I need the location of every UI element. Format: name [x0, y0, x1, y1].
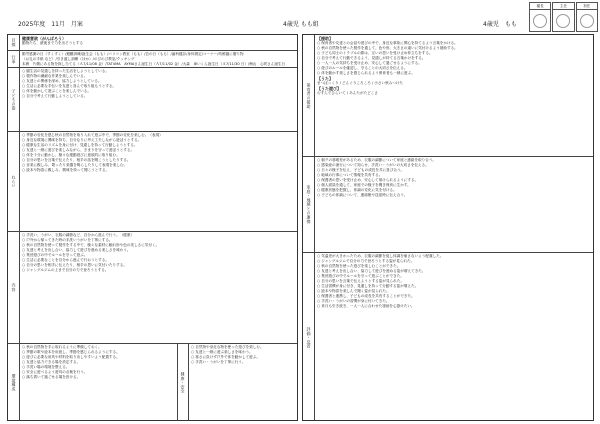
text-line: 【うた遊び】: [317, 86, 341, 91]
seal-circle: [533, 14, 547, 28]
seal-box: [577, 10, 597, 31]
class-name-center: 4歳児 もも組: [283, 21, 319, 28]
row-contents: [8, 232, 297, 344]
row-label: 内容: [8, 232, 20, 343]
seal-circle: [556, 14, 570, 28]
text-line: ○ 個人面談を通して、家庭での様子を聞き保育に生かす。: [317, 183, 411, 187]
text-line: ○ 生活に必要なことを自分から進んで行おうとする。: [22, 258, 109, 262]
row-evaluation: [303, 253, 593, 421]
row-content: [315, 253, 593, 421]
approval-stamps: [529, 2, 598, 32]
row-events: [8, 51, 297, 68]
care-content: [189, 344, 297, 421]
text-line: ○ 園生活の見通しを持った生活をしようとしている。: [22, 69, 109, 73]
text-line: ○ 季節の歌や絵本を用意し、季節を感じられるようにする。: [22, 350, 120, 354]
text-line: ○ ジャングルジムで自分の力で登ろうとする姿が見られた。: [317, 259, 415, 263]
text-line: ○ 来月も引き続き、一人一人に合わせた援助を心掛けたい。: [317, 304, 415, 308]
text-line: ○ 保護者の思いを受け止め、安心して預けられるようにする。: [317, 178, 419, 182]
row-child-state: [8, 68, 297, 132]
plan-title: 2025年度 11月 月案: [18, 21, 83, 28]
text-line: むすんでひらいて / あんたがたどこさ: [317, 91, 378, 95]
text-line: ○ 秋の自然物を使った遊びを楽しむことができた。: [317, 264, 401, 268]
text-line: ○ 手洗い、うがい、衣服の調節など、自分から進んで行う。（健康）: [22, 233, 135, 237]
row-content: [20, 344, 177, 421]
seal-box: [553, 10, 573, 31]
text-line: 本務 片側にある物を探し当てる（Ａ7/11/08 金）/TAT4MA AYMAさん誕生日（Ａ7/11/02 金）/大森 車いくん誕生日（Ａ7/11/30 日）/梅山 心咲さん誕生日: [22, 62, 286, 66]
approval-stamp: [576, 2, 598, 32]
text-line: ○ 寒さに負けず戸外で体を動かして遊ぶ。: [191, 355, 261, 359]
row-content: [20, 51, 297, 67]
text-line: ○ 体を動かして遊ぶことを楽しんでいる。: [22, 89, 91, 93]
text-line: ○ 手洗い場の環境を整える。: [22, 365, 70, 369]
row-label: 評価・反省: [303, 253, 315, 421]
row-label: 保育者の援助: [303, 35, 315, 156]
text-line: （お礼の手紙 など）/引き渡し訓練（ほか）/のびのび教室/クッキング: [22, 57, 135, 61]
text-line: ○ 集団遊びの中でルールを守って遊ぶことができた。: [317, 274, 404, 278]
text-line: ○ 友達と考えを出し合い、協力して遊びを進める姿が増えてきた。: [317, 269, 426, 273]
text-line: ○ 友達と一緒に遊びを楽しみながら、きまりを守って遊ぼうとする。: [22, 148, 135, 152]
text-line: ○ 遊びに必要な用具や材料を取り出しやすいよう配置する。: [22, 355, 120, 359]
approval-label: 担任: [577, 3, 597, 10]
row-content: [20, 132, 297, 231]
approval-label: 主任: [553, 3, 573, 10]
left-page: [7, 34, 298, 421]
text-line: ○ 生活に必要な手伝いを友達と喜んで取り組もうとする。: [22, 84, 117, 88]
care-label: 健康・安全: [177, 344, 189, 421]
text-line: ○ 気温差が大きかったため、衣服の調節を促し体調を崩さないよう配慮した。: [317, 254, 444, 258]
text-line: ○ 遊びのルールを確認し、守ることの大切さを伝える。: [317, 66, 408, 70]
text-line: ○ 自分で考えて行動しようとしている。: [22, 94, 88, 98]
approval-label: 園長: [530, 3, 550, 10]
text-line: ○ 友達との関係を深め、協力しようとしている。: [22, 79, 102, 83]
text-line: ○ 絵本や物語を楽しんで聞く姿が見られた。: [317, 289, 390, 293]
text-line: ○ 友達と考えを出し合い、協力して遊びを進める楽しさを味わう。: [22, 248, 131, 252]
text-line: ○ 一人一人の気持ちを受け止め、安心して過ごせるようにする。: [317, 61, 422, 65]
text-line: ○ 自分の思いを相手に伝えたり、相手の思いに気付いたりする。: [22, 263, 127, 267]
text-line: ○ 保育者や友達との会話や遊びの中で、身近な事象に関心を持てるよう言葉をかける。: [317, 41, 458, 45]
text-line: ○ 子どもの体調について、連絡帳や送迎時に伝え合う。: [317, 193, 408, 197]
row-aims: [8, 132, 297, 232]
text-line: ○ 戸外から帰ってきた時の手洗いうがいを丁寧にする。: [22, 238, 113, 242]
text-line: ○ 体を動かす楽しさを感じられるよう保育者も一緒に遊ぶ。: [317, 71, 415, 75]
text-line: ○ 健康な生活のリズムを身に付け、見通しを持って行動しようとする。: [22, 143, 138, 147]
approval-stamp: [529, 2, 551, 32]
text-line: 【うた】: [317, 76, 333, 81]
text-line: 【援助】: [317, 36, 333, 41]
text-line: ○ 感染症の流行について知らせ、手洗い・うがいの大切さを伝える。: [317, 163, 429, 167]
text-line: ○ 自分の思いを言葉で伝えようとする姿が見られた。: [317, 279, 404, 283]
row-content: [315, 35, 593, 156]
class-name-right: 4歳児 もも: [483, 21, 517, 28]
text-line: ○ 日々の様子を伝え、子どもの成長を共に喜び合う。: [317, 168, 405, 172]
text-line: ○ 秋の自然物を使った製作を通して、色や形、大きさの違いに気付けるよう援助する。: [317, 46, 458, 50]
text-line: ○ 手洗い・うがいの習慣が身に付いてきた。: [317, 299, 390, 303]
right-page: [302, 34, 594, 421]
approval-stamp: [552, 2, 574, 32]
text-line: ○ 製作物の繊細な作業を楽しんでいる。: [22, 74, 88, 78]
row-label: 子どもの姿: [8, 68, 20, 131]
text-line: ○ 友達と一緒に遊ぶ楽しさを味わう。: [191, 350, 253, 354]
row-content: [315, 157, 593, 252]
row-label: 行事: [8, 51, 20, 67]
row-environment: [8, 344, 297, 421]
text-line: ○ 保護者と連携し、子どもの成長を共有することができた。: [317, 294, 415, 298]
text-line: ○ 秋の自然物を使って製作をする中で、様々な素材に触れ形や色の美しさに気付く。: [22, 243, 160, 247]
seal-box: [530, 10, 550, 31]
text-line: 健康意欲（がんばろう）: [22, 36, 66, 41]
text-line: まつぼっくり / どんぐりころころ / 小さい秋みつけた: [317, 81, 403, 85]
seal-circle: [580, 14, 594, 28]
row-label: 環境構成: [8, 344, 20, 421]
text-line: 動物たち、最後まで力を出そうとする: [22, 41, 84, 45]
text-line: ○ 体を十分に動かし、様々な運動遊びに意欲的に取り組む。: [22, 153, 120, 157]
row-label: 家庭・地域との連携: [303, 157, 315, 252]
text-line: ○ 朝夕の寒暖差があるため、衣服の調節について家庭と連絡を取り合う。: [317, 158, 437, 162]
row-goal: [8, 35, 297, 51]
row-content: [20, 35, 297, 50]
text-line: ○ ジャングルジムの上まで自分の力で登ろうとする。: [22, 268, 109, 272]
text-line: ○ 自分の思いを言葉で伝えたり、相手の話を聞こうとしたりする。: [22, 158, 131, 162]
text-line: ○ 季節の変化を感じ秋の自然物を取り入れて遊ぶ中で、季節の変化を楽しむ。（表現）: [22, 133, 163, 137]
text-line: 勤労感謝の日（すくすく）/避難訓練/誕生会（もも）/バリコン教室（もも）/芸の日（もも）/歯科健診/身体測定/コーナー/幼稚園に贈り物: [22, 52, 244, 56]
text-line: ○ 身近な環境に興味を持ち、自分なりに考え工夫しながら遊ぼうとする。: [22, 138, 142, 142]
text-line: ○ 友達と協力できる場を設定する。: [22, 360, 81, 364]
text-line: ○ 安全に遊べるよう遊具の点検を行う。: [22, 370, 88, 374]
text-line: ○ 地域の行事について情報を共有する。: [317, 173, 383, 177]
text-line: ○ 秋の自然物を手に取れるように準備しておく。: [22, 345, 102, 349]
text-line: ○ 手洗い・うがいを丁寧に行う。: [191, 360, 246, 364]
row-label: 目標: [8, 35, 20, 50]
text-line: ○ 落ち着いて過ごせる場を設ける。: [22, 375, 81, 379]
row-support: [303, 35, 593, 157]
row-label: ねらい: [8, 132, 20, 231]
row-content: [20, 232, 297, 343]
text-line: ○ 自然物や身近な物を使った遊びを楽しむ。: [191, 345, 264, 349]
text-line: ○ 子ども同士のトラブルの際は、互いの思いを受け止め仲立ちをする。: [317, 51, 433, 55]
text-line: ○ 集団遊びの中でルールを守って遊ぶ。: [22, 253, 88, 257]
text-line: ○ 健康状態を把握し、体調の変化に気を付ける。: [317, 188, 397, 192]
text-line: ○ 自分で考えて行動できるよう、見通しが持てる言葉かけをする。: [317, 56, 426, 60]
text-line: ○ 絵本や物語に親しみ、興味を持って聞こうとする。: [22, 168, 110, 172]
text-line: ○ 音楽に親しみ、歌ったり楽器を鳴らしたりして表現を楽しむ。: [22, 163, 128, 167]
row-content: [20, 68, 297, 131]
text-line: ○ 生活習慣が身に付き、見通しを持って行動する姿が増えた。: [317, 284, 419, 288]
row-family: [303, 157, 593, 253]
